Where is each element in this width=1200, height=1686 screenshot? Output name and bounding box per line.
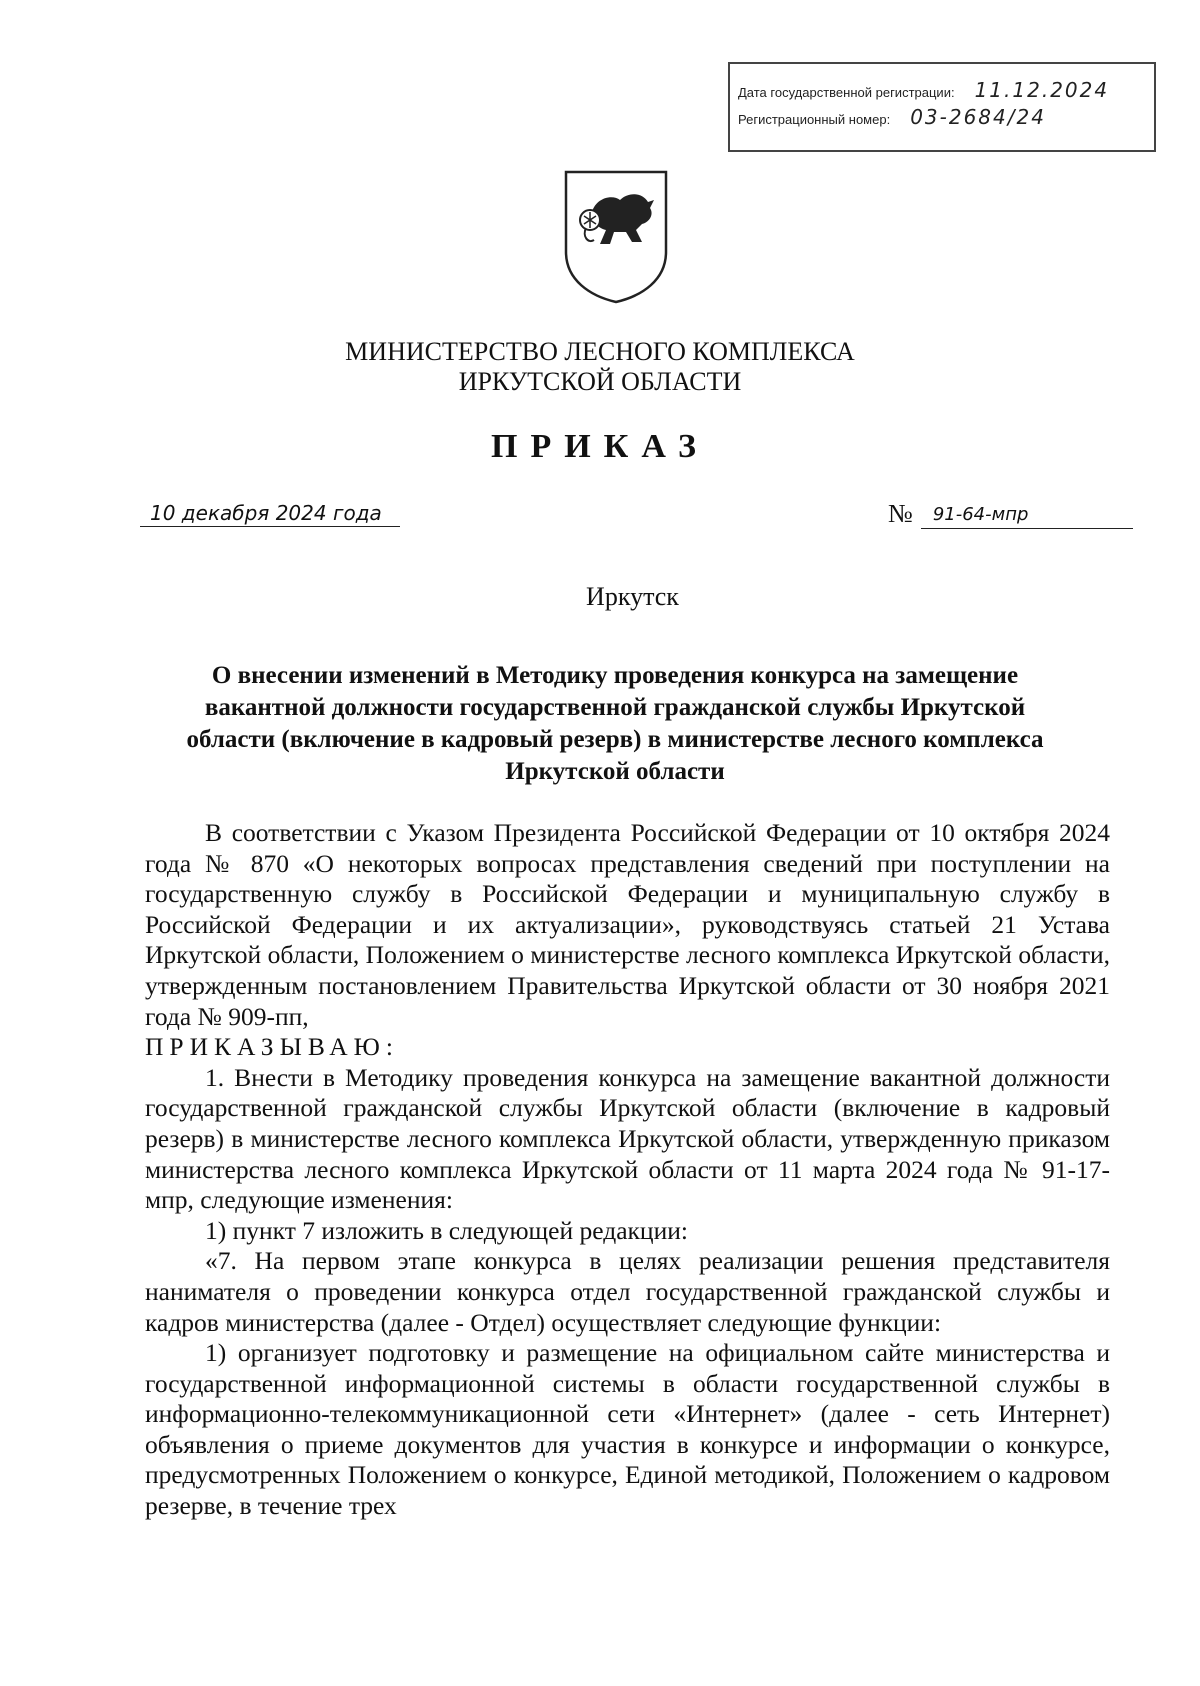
document-title: О внесении изменений в Методику проведения конкурса на замещение вакантной должности государственной гражданской службы Иркутской области (включение в кадровый резерв) в министерстве лесного комплекса Иркутской области [186, 662, 1044, 785]
ministry-line-2: ИРКУТСКОЙ ОБЛАСТИ [458, 367, 742, 396]
registration-date-label: Дата государственной регистрации: [738, 85, 955, 100]
subitem-1-paragraph: 1) пункт 7 изложить в следующей редакции: [205, 1215, 688, 1245]
registration-number-label: Регистрационный номер: [738, 112, 891, 127]
number-sign: № [888, 499, 913, 528]
document-body [145, 818, 1110, 1522]
order-word: ПРИКАЗЫВАЮ: [145, 1032, 399, 1062]
registration-date-value: 11.12.2024 [974, 78, 1110, 102]
item-1-paragraph: 1. Внести в Методику проведения конкурса на замещение вакантной должности государственной гражданской службы Иркутской области (включение в кадровый резерв) в министерстве лесного комплекса Иркутской области, утвержденную приказом министерства лесного комплекса Иркутской области от 11 марта 2024 года № 91-17-мпр, следующие изменения: [145, 1062, 1110, 1215]
quote-item-7-paragraph: «7. На первом этапе конкурса в целях реализации решения представителя нанимателя о проведении конкурса отдел государственной гражданской службы и кадров министерства (далее - Отдел) осуществляет следующие функции: [145, 1246, 1110, 1337]
document-type: ПРИКАЗ [491, 428, 709, 465]
irkutsk-coat-of-arms-icon [562, 168, 670, 304]
ministry-name [0, 337, 1200, 397]
preamble-paragraph: В соответствии с Указом Президента Российской Федерации от 10 октября 2024 года № 870 «О некоторых вопросах представления сведений при поступлении на государственную службу в Российской Федерации и муниципальную службу в Российской Федерации и их актуализации», руководствуясь статьей 21 Устава Иркутской области, Положением о министерстве лесного комплекса Иркутской области, утвержденным постановлением Правительства Иркутской области от 30 ноября 2021 года № 909-пп, [145, 818, 1110, 1031]
registration-number-row [738, 105, 1144, 132]
order-number [888, 499, 1133, 529]
registration-stamp [728, 62, 1156, 152]
registration-date-row [738, 78, 1144, 105]
city: Иркутск [586, 582, 679, 611]
registration-number-value: 03-2684/24 [910, 105, 1046, 129]
order-number-value: 91-64-мпр [921, 502, 1133, 529]
order-date: 10 декабря 2024 года [140, 500, 400, 527]
ministry-line-1: МИНИСТЕРСТВО ЛЕСНОГО КОМПЛЕКСА [345, 337, 855, 366]
function-1-paragraph: 1) организует подготовку и размещение на официальном сайте министерства и государственной информационной системы в области государственной службы в информационно-телекоммуникационной сети «Интернет» (далее - сеть Интернет) объявления о приеме документов для участия в конкурсе и информации о конкурсе, предусмотренных Положением о конкурсе, Единой методикой, Положением о кадровом резерве, в течение трех [145, 1338, 1110, 1521]
